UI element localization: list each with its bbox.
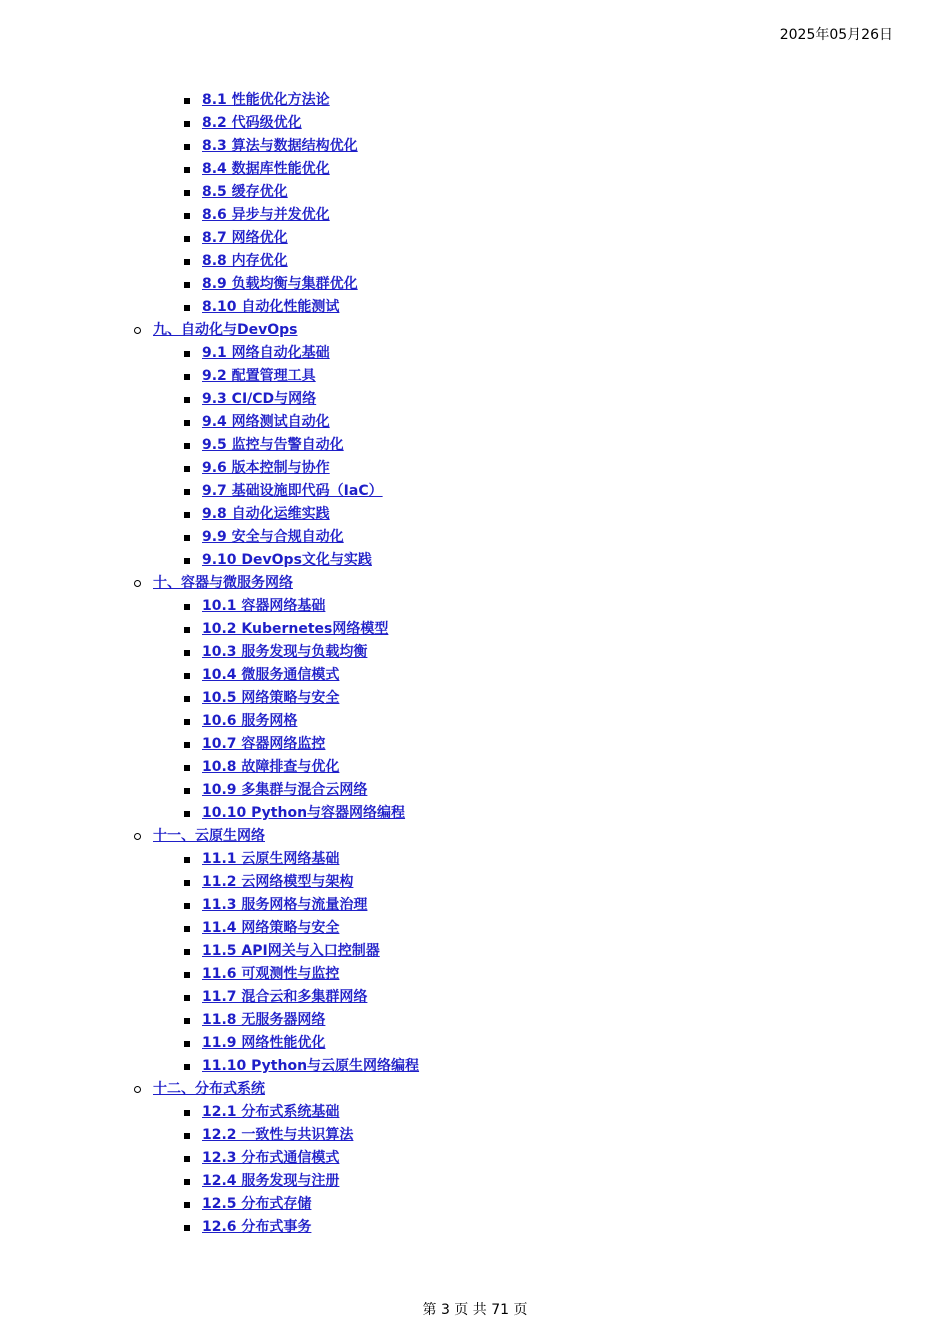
square-bullet-icon	[184, 1156, 190, 1162]
toc-section-item	[0, 1055, 950, 1078]
toc-section-item	[0, 848, 950, 871]
square-bullet-icon	[184, 1018, 190, 1024]
toc-link[interactable]: 12.3 分布式通信模式	[202, 1150, 340, 1166]
toc-link[interactable]: 9.2 配置管理工具	[202, 368, 316, 384]
toc-link[interactable]: 十一、云原生网络	[153, 828, 265, 844]
toc-link[interactable]: 10.9 多集群与混合云网络	[202, 782, 368, 798]
toc-link[interactable]: 8.4 数据库性能优化	[202, 161, 330, 177]
toc-link[interactable]: 8.7 网络优化	[202, 230, 288, 246]
toc-link[interactable]: 12.4 服务发现与注册	[202, 1173, 340, 1189]
square-bullet-icon	[184, 282, 190, 288]
toc-section-item	[0, 89, 950, 112]
page-number: 第 3 页 共 71 页	[422, 1302, 528, 1318]
square-bullet-icon	[184, 811, 190, 817]
toc-link[interactable]: 9.1 网络自动化基础	[202, 345, 330, 361]
toc-section-item	[0, 112, 950, 135]
square-bullet-icon	[184, 650, 190, 656]
table-of-contents	[0, 89, 950, 1239]
toc-link[interactable]: 9.10 DevOps文化与实践	[202, 552, 372, 568]
toc-link[interactable]: 10.10 Python与容器网络编程	[202, 805, 406, 821]
square-bullet-icon	[184, 765, 190, 771]
toc-chapter-item	[0, 572, 950, 595]
page-date: 2025年05月26日	[779, 27, 893, 43]
circle-bullet-icon	[134, 580, 141, 587]
toc-link[interactable]: 九、自动化与DevOps	[153, 322, 298, 338]
square-bullet-icon	[184, 397, 190, 403]
toc-link[interactable]: 10.1 容器网络基础	[202, 598, 326, 614]
toc-section-item	[0, 618, 950, 641]
toc-link[interactable]: 10.4 微服务通信模式	[202, 667, 340, 683]
square-bullet-icon	[184, 535, 190, 541]
toc-section-item	[0, 917, 950, 940]
square-bullet-icon	[184, 351, 190, 357]
toc-link[interactable]: 9.9 安全与合规自动化	[202, 529, 344, 545]
toc-link[interactable]: 9.8 自动化运维实践	[202, 506, 330, 522]
toc-section-item	[0, 779, 950, 802]
toc-link[interactable]: 9.6 版本控制与协作	[202, 460, 330, 476]
toc-section-item	[0, 273, 950, 296]
square-bullet-icon	[184, 696, 190, 702]
toc-link[interactable]: 十二、分布式系统	[153, 1081, 265, 1097]
square-bullet-icon	[184, 857, 190, 863]
square-bullet-icon	[184, 259, 190, 265]
toc-link[interactable]: 8.8 内存优化	[202, 253, 288, 269]
toc-section-item	[0, 940, 950, 963]
toc-section-item	[0, 204, 950, 227]
toc-section-item	[0, 733, 950, 756]
toc-link[interactable]: 11.1 云原生网络基础	[202, 851, 340, 867]
square-bullet-icon	[184, 972, 190, 978]
toc-section-item	[0, 549, 950, 572]
toc-chapter-item	[0, 1078, 950, 1101]
circle-bullet-icon	[134, 327, 141, 334]
square-bullet-icon	[184, 489, 190, 495]
square-bullet-icon	[184, 305, 190, 311]
toc-section-item	[0, 595, 950, 618]
toc-section-item	[0, 756, 950, 779]
toc-section-item	[0, 342, 950, 365]
toc-section-item	[0, 894, 950, 917]
toc-link[interactable]: 9.5 监控与告警自动化	[202, 437, 344, 453]
square-bullet-icon	[184, 144, 190, 150]
toc-section-item	[0, 1147, 950, 1170]
toc-section-item	[0, 1170, 950, 1193]
square-bullet-icon	[184, 466, 190, 472]
toc-chapter-item	[0, 319, 950, 342]
square-bullet-icon	[184, 1133, 190, 1139]
square-bullet-icon	[184, 236, 190, 242]
toc-section-item	[0, 250, 950, 273]
square-bullet-icon	[184, 926, 190, 932]
square-bullet-icon	[184, 98, 190, 104]
toc-link[interactable]: 8.1 性能优化方法论	[202, 92, 330, 108]
toc-section-item	[0, 457, 950, 480]
toc-link[interactable]: 9.4 网络测试自动化	[202, 414, 330, 430]
toc-section-item	[0, 871, 950, 894]
toc-link[interactable]: 9.3 CI/CD与网络	[202, 391, 317, 407]
square-bullet-icon	[184, 167, 190, 173]
square-bullet-icon	[184, 512, 190, 518]
toc-link[interactable]: 12.5 分布式存储	[202, 1196, 312, 1212]
toc-section-item	[0, 710, 950, 733]
toc-section-item	[0, 963, 950, 986]
toc-link[interactable]: 11.9 网络性能优化	[202, 1035, 326, 1051]
square-bullet-icon	[184, 190, 190, 196]
toc-link[interactable]: 11.10 Python与云原生网络编程	[202, 1058, 420, 1074]
toc-link[interactable]: 8.10 自动化性能测试	[202, 299, 340, 315]
toc-link[interactable]: 11.5 API网关与入口控制器	[202, 943, 380, 959]
toc-link[interactable]: 10.2 Kubernetes网络模型	[202, 621, 389, 637]
toc-section-item	[0, 1124, 950, 1147]
square-bullet-icon	[184, 443, 190, 449]
square-bullet-icon	[184, 673, 190, 679]
toc-link[interactable]: 9.7 基础设施即代码（IaC）	[202, 483, 383, 499]
toc-link[interactable]: 10.5 网络策略与安全	[202, 690, 340, 706]
toc-link[interactable]: 12.1 分布式系统基础	[202, 1104, 340, 1120]
square-bullet-icon	[184, 1110, 190, 1116]
square-bullet-icon	[184, 880, 190, 886]
square-bullet-icon	[184, 1064, 190, 1070]
square-bullet-icon	[184, 742, 190, 748]
square-bullet-icon	[184, 604, 190, 610]
toc-section-item	[0, 664, 950, 687]
toc-section-item	[0, 802, 950, 825]
toc-section-item	[0, 687, 950, 710]
toc-section-item	[0, 1032, 950, 1055]
toc-section-item	[0, 296, 950, 319]
toc-section-item	[0, 365, 950, 388]
toc-section-item	[0, 480, 950, 503]
toc-section-item	[0, 986, 950, 1009]
toc-link[interactable]: 11.7 混合云和多集群网络	[202, 989, 368, 1005]
toc-section-item	[0, 526, 950, 549]
toc-section-item	[0, 411, 950, 434]
toc-link[interactable]: 8.9 负载均衡与集群优化	[202, 276, 358, 292]
toc-link[interactable]: 10.7 容器网络监控	[202, 736, 326, 752]
toc-section-item	[0, 388, 950, 411]
toc-section-item	[0, 1009, 950, 1032]
square-bullet-icon	[184, 374, 190, 380]
toc-link[interactable]: 12.2 一致性与共识算法	[202, 1127, 354, 1143]
toc-section-item	[0, 503, 950, 526]
toc-link[interactable]: 10.3 服务发现与负载均衡	[202, 644, 368, 660]
toc-link[interactable]: 8.5 缓存优化	[202, 184, 288, 200]
toc-section-item	[0, 434, 950, 457]
square-bullet-icon	[184, 1202, 190, 1208]
toc-link[interactable]: 11.6 可观测性与监控	[202, 966, 340, 982]
circle-bullet-icon	[134, 833, 141, 840]
square-bullet-icon	[184, 121, 190, 127]
toc-link[interactable]: 11.4 网络策略与安全	[202, 920, 340, 936]
square-bullet-icon	[184, 1225, 190, 1231]
toc-section-item	[0, 181, 950, 204]
toc-section-item	[0, 1193, 950, 1216]
square-bullet-icon	[184, 1041, 190, 1047]
square-bullet-icon	[184, 788, 190, 794]
toc-link[interactable]: 8.3 算法与数据结构优化	[202, 138, 358, 154]
toc-link[interactable]: 11.3 服务网格与流量治理	[202, 897, 368, 913]
toc-section-item	[0, 1101, 950, 1124]
toc-section-item	[0, 1216, 950, 1239]
toc-link[interactable]: 12.6 分布式事务	[202, 1219, 312, 1235]
toc-link[interactable]: 11.8 无服务器网络	[202, 1012, 326, 1028]
square-bullet-icon	[184, 213, 190, 219]
square-bullet-icon	[184, 903, 190, 909]
square-bullet-icon	[184, 995, 190, 1001]
toc-link[interactable]: 8.2 代码级优化	[202, 115, 302, 131]
square-bullet-icon	[184, 949, 190, 955]
square-bullet-icon	[184, 1179, 190, 1185]
toc-section-item	[0, 158, 950, 181]
toc-link[interactable]: 11.2 云网络模型与架构	[202, 874, 354, 890]
toc-section-item	[0, 135, 950, 158]
circle-bullet-icon	[134, 1086, 141, 1093]
toc-section-item	[0, 641, 950, 664]
square-bullet-icon	[184, 719, 190, 725]
square-bullet-icon	[184, 420, 190, 426]
square-bullet-icon	[184, 558, 190, 564]
toc-link[interactable]: 8.6 异步与并发优化	[202, 207, 330, 223]
toc-section-item	[0, 227, 950, 250]
toc-link[interactable]: 十、容器与微服务网络	[153, 575, 293, 591]
toc-link[interactable]: 10.8 故障排查与优化	[202, 759, 340, 775]
toc-chapter-item	[0, 825, 950, 848]
square-bullet-icon	[184, 627, 190, 633]
toc-link[interactable]: 10.6 服务网格	[202, 713, 298, 729]
